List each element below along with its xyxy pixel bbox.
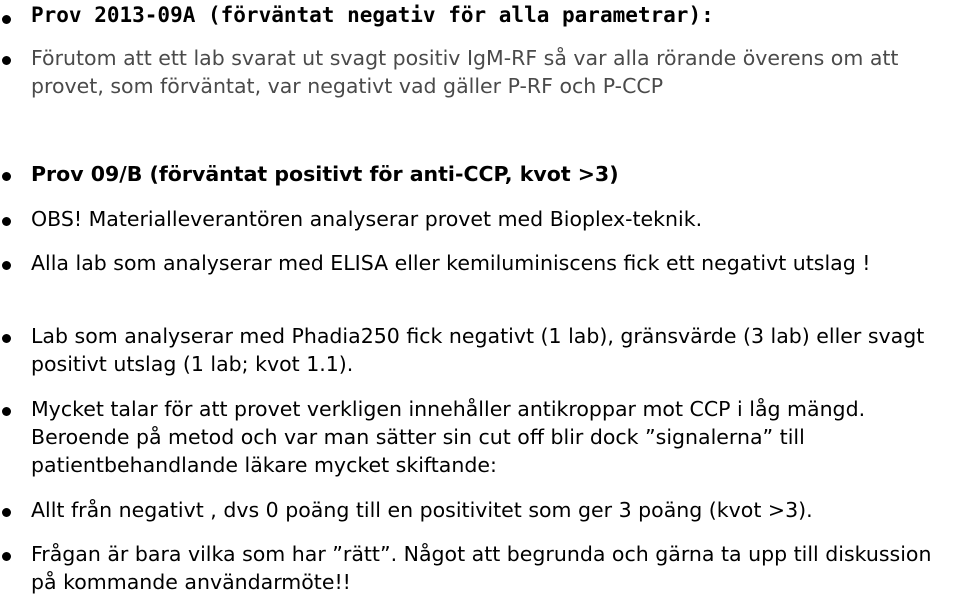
bullet-icon [2,552,11,561]
bullet-icon [2,56,11,65]
bullet-text: OBS! Materialleverantören analyserar provet med Bioplex-teknik. [31,207,703,231]
heading-prov-09b: Prov 09/B (förväntat positivt för anti-CCP, kvot >3) [31,162,619,186]
bullet-text: Mycket talar för att provet verkligen innehåller antikroppar mot CCP i låg mängd. Beroende på metod och var man sätter sin cut off blir dock ”signalerna” till patientbehandlande läkare mycket skiftande: [31,397,872,477]
bullet-icon [2,261,11,270]
bullet-icon [2,217,11,226]
heading-prov-2013-09a: Prov 2013-09A (förväntat negativ för alla parametrar): [31,3,714,27]
bullet-icon [2,407,11,416]
bullet-icon [2,334,11,343]
bullet-text: Allt från negativt , dvs 0 poäng till en positivitet som ger 3 poäng (kvot >3). [31,498,813,522]
bullet-text: Frågan är bara vilka som har ”rätt”. Något att begrunda och gärna ta upp till diskussion på kommande användarmöte!! [31,542,938,594]
bullet-icon [2,15,11,24]
bullet-icon [2,508,11,517]
bullet-icon [2,172,11,181]
bullet-text: Lab som analyserar med Phadia250 fick negativt (1 lab), gränsvärde (3 lab) eller svagt positivt utslag (1 lab; kvot 1.1). [31,324,931,376]
bullet-text: Förutom att ett lab svarat ut svagt positiv IgM-RF så var alla rörande överens om att provet, som förväntat, var negativt vad gäller P-RF och P-CCP [31,46,905,98]
bullet-text: Alla lab som analyserar med ELISA eller kemiluminiscens fick ett negativt utslag ! [31,251,871,275]
